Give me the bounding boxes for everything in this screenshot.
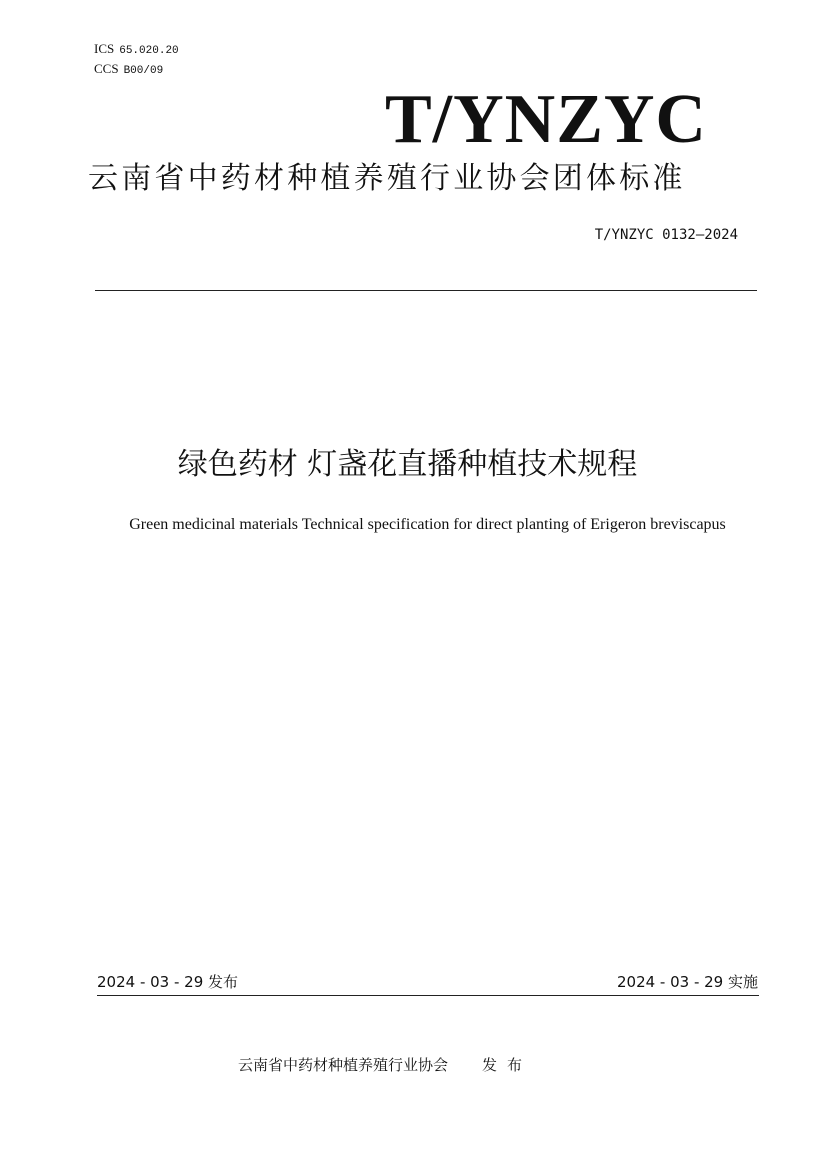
release-date: 2024 - 03 - 29 发布 xyxy=(97,973,239,991)
header-divider xyxy=(95,290,757,291)
publisher-action: 发布 xyxy=(482,1056,533,1074)
ccs-value: B00/09 xyxy=(123,65,164,77)
organization-title: 云南省中药材种植养殖行业协会团体标准 xyxy=(88,161,686,196)
document-title-zh: 绿色药材 灯盏花直播种植技术规程 xyxy=(177,447,638,482)
ccs-label: CCS xyxy=(94,61,119,76)
document-title-en: Green medicinal materials Technical specification for direct planting of Erigeron breviscapus xyxy=(129,516,726,533)
ics-value: 65.020.20 xyxy=(119,45,179,57)
implementation-date: 2024 - 03 - 29 实施 xyxy=(616,973,758,991)
ics-label: ICS xyxy=(94,41,115,56)
standard-number: T/YNZYC 0132—2024 xyxy=(594,227,738,243)
ccs-row xyxy=(94,62,163,78)
publisher-line xyxy=(238,1055,532,1075)
standard-code: T/YNZYC xyxy=(384,81,707,158)
publisher-name: 云南省中药材种植养殖行业协会 xyxy=(238,1056,449,1074)
footer-divider xyxy=(97,995,759,996)
ics-row xyxy=(94,42,179,58)
